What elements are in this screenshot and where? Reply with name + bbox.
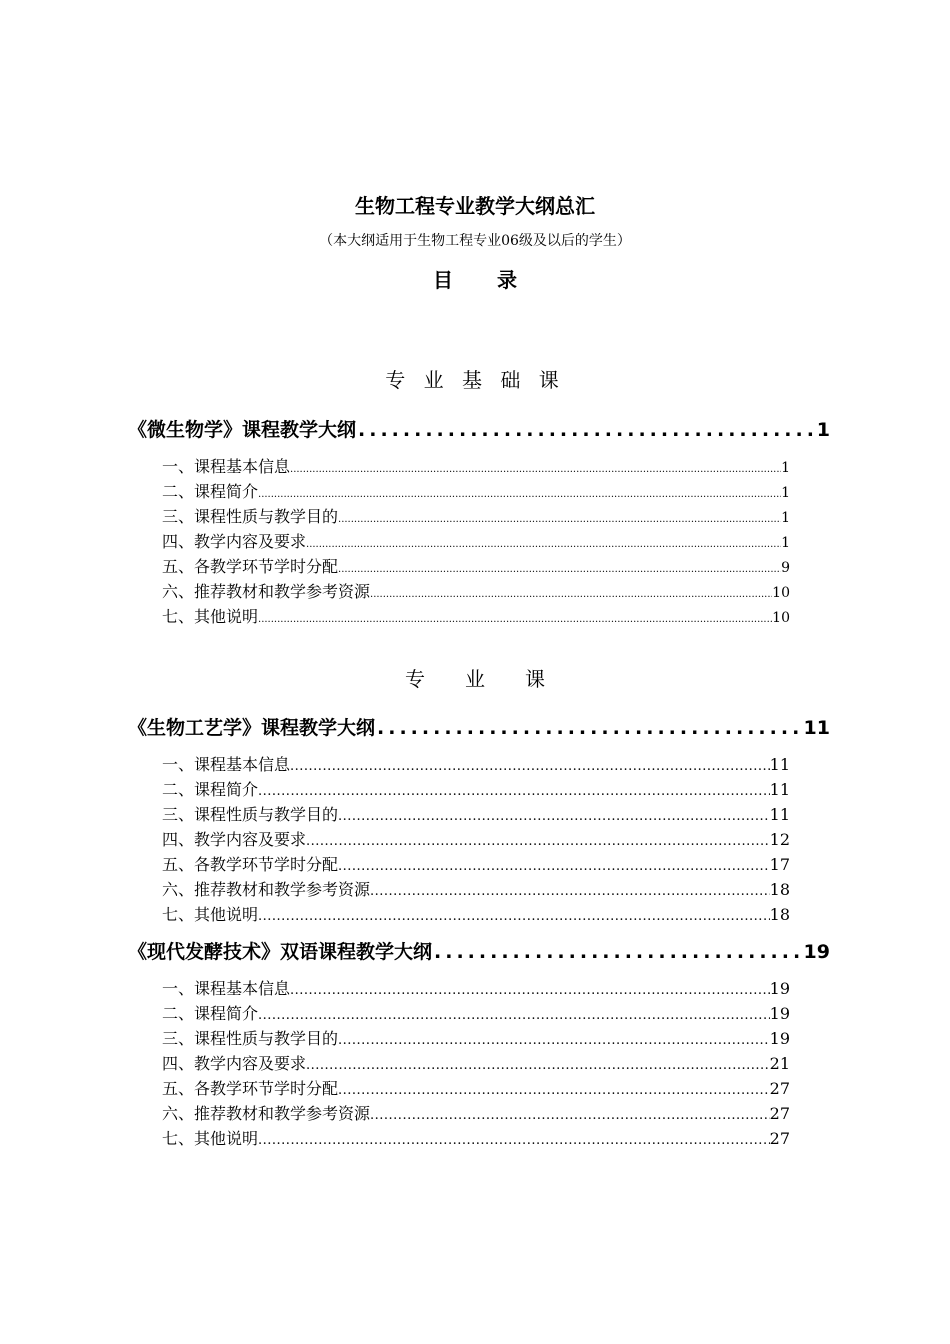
toc-entry[interactable] <box>162 976 790 1001</box>
toc-entry[interactable] <box>162 777 790 802</box>
entry-label: 一、课程基本信息 <box>162 755 291 774</box>
entry-page-number: 18 <box>769 905 790 924</box>
entry-label: 七、其他说明 <box>162 1129 259 1148</box>
dot-leader <box>338 507 781 532</box>
toc-entry[interactable] <box>162 752 790 777</box>
entry-label: 三、课程性质与教学目的 <box>162 1029 339 1048</box>
entry-page-number: 9 <box>781 560 790 576</box>
toc-entry[interactable] <box>162 802 790 827</box>
course-title: 《现代发酵技术》双语课程教学大纲 <box>128 941 433 963</box>
entry-label: 一、课程基本信息 <box>162 979 291 998</box>
entry-label: 三、课程性质与教学目的 <box>162 805 339 824</box>
toc-course-line[interactable] <box>128 714 830 742</box>
toc-entry-list <box>162 752 790 927</box>
toc-entry[interactable] <box>162 827 790 852</box>
entry-page-number: 18 <box>769 880 790 899</box>
entry-label: 四、教学内容及要求 <box>162 830 307 849</box>
toc-entry[interactable] <box>162 479 790 504</box>
entry-page-number: 12 <box>769 830 790 849</box>
course-title: 《微生物学》课程教学大纲 <box>128 419 357 441</box>
entry-label: 四、教学内容及要求 <box>162 1054 307 1073</box>
toc-heading: 目录 <box>433 268 561 292</box>
dot-leader <box>432 938 804 966</box>
entry-page-number: 19 <box>769 1004 790 1023</box>
entry-label: 六、推荐教材和教学参考资源 <box>162 582 371 601</box>
toc-entry[interactable] <box>162 877 790 902</box>
entry-page-number: 1 <box>781 485 790 501</box>
dot-leader <box>290 754 770 779</box>
course-page-number: 11 <box>803 717 830 739</box>
entry-page-number: 11 <box>769 780 790 799</box>
entry-label: 二、课程简介 <box>162 1004 259 1023</box>
dot-leader <box>258 1003 770 1028</box>
dot-leader <box>306 532 781 557</box>
toc-entry[interactable] <box>162 902 790 927</box>
section-heading-major: 专 业 课 <box>405 667 545 691</box>
entry-page-number: 27 <box>769 1079 790 1098</box>
toc-entry[interactable] <box>162 1051 790 1076</box>
toc-entry[interactable] <box>162 529 790 554</box>
entry-page-number: 19 <box>769 1029 790 1048</box>
dot-leader <box>338 804 770 829</box>
entry-label: 二、课程简介 <box>162 780 259 799</box>
entry-label: 五、各教学环节学时分配 <box>162 557 339 576</box>
entry-page-number: 27 <box>769 1104 790 1123</box>
entry-label: 四、教学内容及要求 <box>162 532 307 551</box>
dot-leader <box>356 416 817 444</box>
toc-entry[interactable] <box>162 1001 790 1026</box>
entry-page-number: 10 <box>772 610 790 626</box>
dot-leader <box>258 779 770 804</box>
course-title: 《生物工艺学》课程教学大纲 <box>128 717 376 739</box>
toc-entry[interactable] <box>162 454 790 479</box>
dot-leader <box>290 978 770 1003</box>
entry-label: 五、各教学环节学时分配 <box>162 855 339 874</box>
dot-leader <box>306 1053 770 1078</box>
dot-leader <box>258 607 772 632</box>
toc-course-line[interactable] <box>128 416 830 444</box>
entry-page-number: 1 <box>781 460 790 476</box>
dot-leader <box>338 1078 770 1103</box>
entry-label: 六、推荐教材和教学参考资源 <box>162 880 371 899</box>
toc-entry[interactable] <box>162 1101 790 1126</box>
dot-leader <box>338 1028 770 1053</box>
entry-page-number: 1 <box>781 510 790 526</box>
entry-page-number: 27 <box>769 1129 790 1148</box>
dot-leader <box>370 582 772 607</box>
entry-page-number: 19 <box>769 979 790 998</box>
course-page-number: 1 <box>816 419 830 441</box>
dot-leader <box>306 829 770 854</box>
toc-entry[interactable] <box>162 604 790 629</box>
toc-entry[interactable] <box>162 554 790 579</box>
dot-leader <box>290 457 781 482</box>
toc-entry[interactable] <box>162 1076 790 1101</box>
entry-label: 二、课程简介 <box>162 482 259 501</box>
entry-label: 五、各教学环节学时分配 <box>162 1079 339 1098</box>
entry-label: 七、其他说明 <box>162 905 259 924</box>
toc-entry[interactable] <box>162 1126 790 1151</box>
entry-label: 七、其他说明 <box>162 607 259 626</box>
entry-page-number: 11 <box>769 805 790 824</box>
course-page-number: 19 <box>803 941 830 963</box>
toc-entry[interactable] <box>162 852 790 877</box>
dot-leader <box>258 904 770 929</box>
entry-label: 三、课程性质与教学目的 <box>162 507 339 526</box>
toc-entry-list <box>162 976 790 1151</box>
page-subtitle: （本大纲适用于生物工程专业06级及以后的学生） <box>319 233 631 249</box>
toc-entry-list <box>162 454 790 629</box>
entry-label: 六、推荐教材和教学参考资源 <box>162 1104 371 1123</box>
dot-leader <box>338 557 781 582</box>
section-heading-foundation: 专 业 基 础 课 <box>385 368 565 392</box>
toc-entry[interactable] <box>162 504 790 529</box>
dot-leader <box>370 1103 770 1128</box>
dot-leader <box>375 714 804 742</box>
toc-entry[interactable] <box>162 579 790 604</box>
dot-leader <box>258 1128 770 1153</box>
entry-page-number: 1 <box>781 535 790 551</box>
entry-page-number: 21 <box>769 1054 790 1073</box>
entry-page-number: 17 <box>769 855 790 874</box>
dot-leader <box>370 879 770 904</box>
page-title: 生物工程专业教学大纲总汇 <box>355 194 595 218</box>
dot-leader <box>338 854 770 879</box>
entry-page-number: 10 <box>772 585 790 601</box>
entry-page-number: 11 <box>769 755 790 774</box>
toc-course-line[interactable] <box>128 938 830 966</box>
toc-entry[interactable] <box>162 1026 790 1051</box>
entry-label: 一、课程基本信息 <box>162 457 291 476</box>
